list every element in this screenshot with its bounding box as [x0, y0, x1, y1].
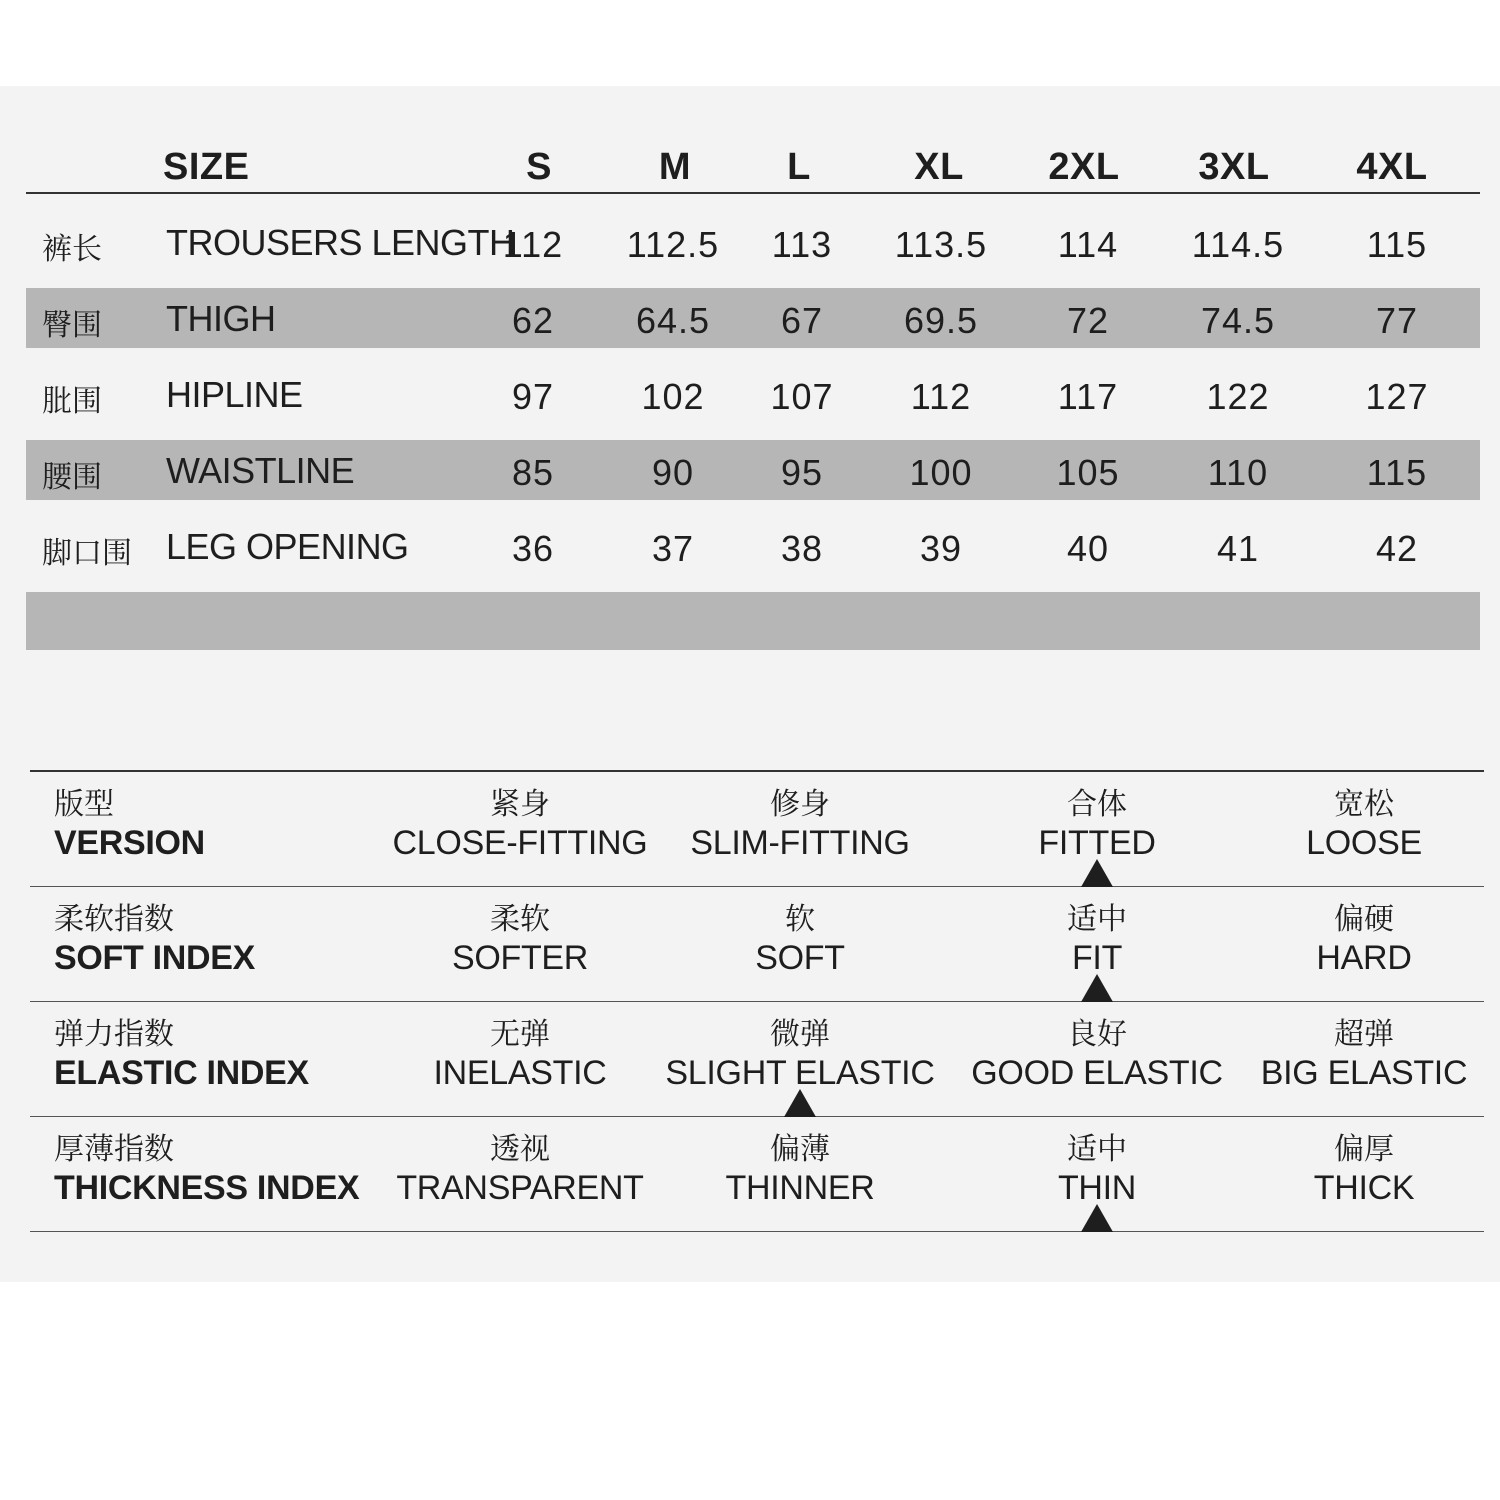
index-label-en: ELASTIC INDEX: [54, 1054, 309, 1092]
size-value-cell: 107: [770, 376, 834, 417]
size-table-footer-bar: [26, 592, 1480, 650]
size-value-cell: 110: [1207, 452, 1269, 493]
row-label-en: LEG OPENING: [166, 526, 409, 567]
size-row: [26, 364, 1480, 424]
size-table: [26, 140, 1480, 650]
index-option-en: SOFT: [755, 939, 845, 977]
size-row: [26, 212, 1480, 272]
index-label-cn: 厚薄指数: [54, 1132, 174, 1167]
index-option-cn: 适中: [1067, 1132, 1127, 1167]
size-value-cell: 67: [780, 300, 824, 341]
index-option-cn: 无弹: [489, 1017, 550, 1052]
index-label: [54, 1131, 359, 1207]
index-label: [54, 786, 205, 862]
index-option-cn: 柔软: [490, 902, 550, 937]
row-label-en: TROUSERS LENGTH: [166, 222, 515, 263]
size-value-cell: 97: [511, 376, 555, 417]
index-option: [1261, 1016, 1467, 1092]
size-value-cell: 95: [780, 452, 824, 493]
index-option-cn: 软: [785, 902, 815, 937]
index-label-cn: 弹力指数: [54, 1017, 174, 1052]
index-option-cn: 偏薄: [769, 1132, 830, 1167]
index-option-cn: 修身: [770, 787, 830, 822]
index-option-cn: 微弹: [770, 1017, 830, 1052]
index-option-cn: 良好: [1066, 1017, 1127, 1052]
row-label-cn: 腰围: [42, 460, 102, 495]
index-option-en: SOFTER: [451, 939, 589, 977]
index-row: [30, 887, 1484, 1002]
index-option: [1316, 901, 1411, 977]
size-value-cell: 115: [1366, 224, 1428, 265]
size-row: [26, 288, 1480, 348]
size-value-cell: 117: [1057, 376, 1119, 417]
size-value-cell: 77: [1375, 300, 1419, 341]
index-label-en: SOFT INDEX: [54, 939, 256, 977]
index-option-cn: 偏硬: [1333, 902, 1394, 937]
size-value-cell: 74.5: [1200, 300, 1276, 341]
index-option-en: TRANSPARENT: [396, 1169, 644, 1207]
size-header-xl: XL: [914, 146, 964, 188]
size-header-m: M: [658, 146, 692, 188]
size-header-s: S: [526, 146, 552, 188]
index-option: [396, 1131, 643, 1207]
index-row: [30, 1002, 1484, 1117]
index-option: [1058, 1131, 1136, 1207]
size-value-cell: 112: [910, 376, 972, 417]
size-value-cell: 69.5: [903, 300, 979, 341]
index-option-en: FITTED: [1038, 824, 1156, 862]
size-value-cell: 36: [511, 528, 555, 569]
size-row: [26, 516, 1480, 576]
index-option: [725, 1131, 874, 1207]
size-value-cell: 127: [1365, 376, 1429, 417]
size-value-cell: 102: [641, 376, 705, 417]
index-option-en: SLIM-FITTING: [690, 824, 910, 862]
fabric-index-table: [30, 770, 1484, 1232]
row-label-en: HIPLINE: [166, 374, 303, 415]
index-row: [30, 772, 1484, 887]
index-option-cn: 合体: [1067, 787, 1127, 822]
row-label-cn: 臀围: [42, 308, 102, 343]
selection-marker-icon: [1081, 859, 1113, 887]
index-option-cn: 紧身: [489, 787, 550, 822]
size-value-cell: 114.5: [1191, 224, 1285, 265]
size-value-cell: 62: [511, 300, 555, 341]
index-option-en: THINNER: [725, 1169, 875, 1207]
row-label-en: WAISTLINE: [166, 450, 355, 491]
index-option: [1038, 786, 1155, 862]
index-label-cn: 柔软指数: [54, 902, 174, 937]
size-header-l: L: [787, 146, 811, 188]
size-value-cell: 114: [1057, 224, 1119, 265]
index-option-cn: 透视: [489, 1132, 550, 1167]
size-value-cell: 64.5: [635, 300, 711, 341]
row-label-en: THIGH: [166, 298, 276, 339]
index-option: [755, 901, 844, 977]
index-option: [1306, 786, 1422, 862]
index-option: [452, 901, 588, 977]
row-label-cn: 裤长: [42, 232, 102, 267]
size-value-cell: 90: [651, 452, 695, 493]
index-option-en: THIN: [1057, 1169, 1137, 1207]
row-label-cn: 肶围: [42, 384, 102, 419]
size-value-cell: 105: [1056, 452, 1120, 493]
index-option: [1067, 901, 1127, 977]
index-option: [665, 1016, 934, 1092]
size-value-cell: 41: [1216, 528, 1260, 569]
index-option-en: HARD: [1316, 939, 1412, 977]
row-label-cn: 脚口围: [42, 536, 132, 571]
index-label-en: VERSION: [54, 824, 205, 862]
index-label-cn: 版型: [54, 787, 114, 822]
index-option-cn: 超弹: [1334, 1017, 1394, 1052]
size-value-cell: 42: [1375, 528, 1419, 569]
size-header-2xl: 2XL: [1048, 146, 1120, 188]
index-option: [1314, 1131, 1415, 1207]
index-label-en: THICKNESS INDEX: [54, 1169, 360, 1207]
size-value-cell: 40: [1066, 528, 1110, 569]
index-option-en: THICK: [1313, 1169, 1415, 1207]
size-value-cell: 122: [1206, 376, 1270, 417]
index-option-cn: 适中: [1067, 902, 1127, 937]
index-option: [393, 786, 648, 862]
size-value-cell: 112: [502, 224, 564, 265]
size-value-cell: 85: [511, 452, 555, 493]
size-value-cell: 113: [771, 224, 833, 265]
size-value-cell: 113.5: [894, 224, 988, 265]
size-table-header: [26, 140, 1480, 194]
size-value-cell: 39: [919, 528, 963, 569]
index-option-en: GOOD ELASTIC: [971, 1054, 1223, 1092]
size-header-title: SIZE: [163, 146, 250, 188]
index-option-cn: 偏厚: [1333, 1132, 1394, 1167]
size-value-cell: 115: [1366, 452, 1428, 493]
size-header-4xl: 4XL: [1356, 146, 1428, 188]
index-option-en: INELASTIC: [433, 1054, 607, 1092]
size-header-3xl: 3XL: [1198, 146, 1270, 188]
index-option-en: SLIGHT ELASTIC: [665, 1054, 935, 1092]
size-value-cell: 112.5: [626, 224, 720, 265]
selection-marker-icon: [1081, 1204, 1113, 1232]
selection-marker-icon: [1081, 974, 1113, 1002]
index-option-en: FIT: [1071, 939, 1123, 977]
size-value-cell: 100: [909, 452, 973, 493]
index-option: [690, 786, 909, 862]
index-row: [30, 1117, 1484, 1232]
size-value-cell: 38: [780, 528, 824, 569]
size-value-cell: 37: [651, 528, 695, 569]
index-option: [971, 1016, 1222, 1092]
index-option-cn: 宽松: [1333, 787, 1394, 822]
size-value-cell: 72: [1066, 300, 1110, 341]
selection-marker-icon: [784, 1089, 816, 1117]
size-row: [26, 440, 1480, 500]
index-label: [54, 901, 255, 977]
index-option: [433, 1016, 606, 1092]
index-option-en: CLOSE-FITTING: [392, 824, 648, 862]
index-option-en: BIG ELASTIC: [1260, 1054, 1468, 1092]
index-label: [54, 1016, 309, 1092]
index-option-en: LOOSE: [1306, 824, 1422, 862]
